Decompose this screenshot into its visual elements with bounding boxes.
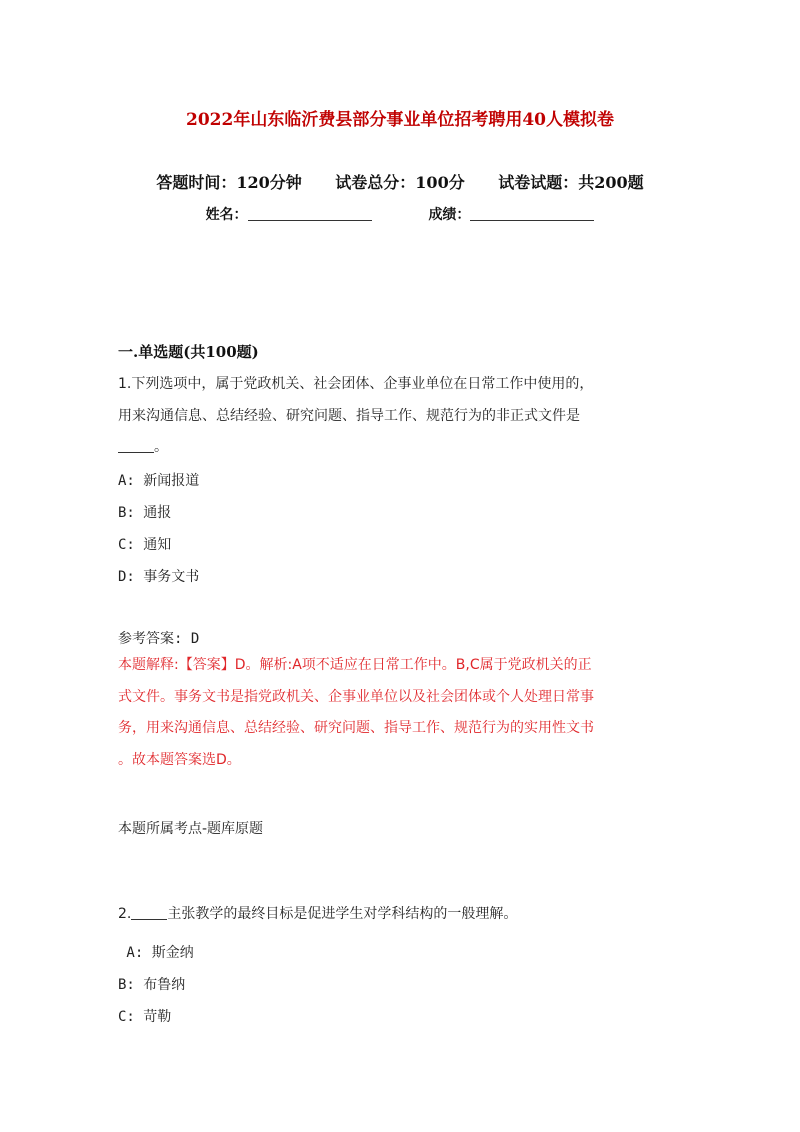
name-label: 姓名： <box>205 207 248 223</box>
count-label: 试卷试题：共200题 <box>498 173 644 192</box>
q1-answer: 参考答案: D <box>118 631 200 647</box>
section-title: 一.单选题(共100题) <box>118 343 259 361</box>
question-2-text: 主张教学的最终目标是促进学生对学科结构的一般理解。 <box>167 906 518 922</box>
q1-explanation-line-3: 务，用来沟通信息、总结经验、研究问题、指导工作、规范行为的实用性文书 <box>118 720 594 736</box>
exam-info-row <box>0 170 800 193</box>
answer-blank-2 <box>131 905 167 920</box>
question-2 <box>118 904 678 924</box>
question-1-line-3-suffix: 。 <box>154 439 168 455</box>
grade-label: 成绩： <box>428 207 471 223</box>
grade-blank <box>470 206 594 221</box>
q1-option-b: B: 通报 <box>118 505 172 521</box>
question-1 <box>118 369 678 464</box>
q1-source: 本题所属考点-题库原题 <box>118 821 264 837</box>
q1-option-c: C: 通知 <box>118 537 172 553</box>
q1-explanation <box>118 650 678 776</box>
name-field <box>206 207 372 223</box>
question-1-line-3 <box>118 432 678 464</box>
q1-option-a: A: 新闻报道 <box>118 473 200 489</box>
time-label: 答题时间：120分钟 <box>156 173 302 192</box>
q1-option-d: D: 事务文书 <box>118 569 200 585</box>
q2-option-b: B: 布鲁纳 <box>118 977 186 993</box>
q2-option-c: C: 苛勒 <box>118 1009 172 1025</box>
q1-explanation-line-2: 式文件。事务文书是指党政机关、企事业单位以及社会团体或个人处理日常事 <box>118 688 594 705</box>
question-2-prefix: 2. <box>118 906 132 922</box>
score-label: 试卷总分：100分 <box>335 173 465 192</box>
grade-field <box>428 207 594 223</box>
q1-explanation-line-4: 。故本题答案选D。 <box>118 751 241 768</box>
name-grade-row <box>0 204 800 224</box>
name-blank <box>248 206 372 221</box>
question-1-line-2: 用来沟通信息、总结经验、研究问题、指导工作、规范行为的非正式文件是 <box>118 407 580 424</box>
answer-blank <box>118 438 154 453</box>
q2-option-a: A: 斯金纳 <box>118 945 194 961</box>
question-1-line-1: 1.下列选项中，属于党政机关、社会团体、企事业单位在日常工作中使用的， <box>118 376 594 392</box>
q1-explanation-line-1: 本题解释:【答案】D。解析:A项不适应在日常工作中。B,C属于党政机关的正 <box>118 657 592 673</box>
exam-title: 2022年山东临沂费县部分事业单位招考聘用40人模拟卷 <box>186 110 614 130</box>
